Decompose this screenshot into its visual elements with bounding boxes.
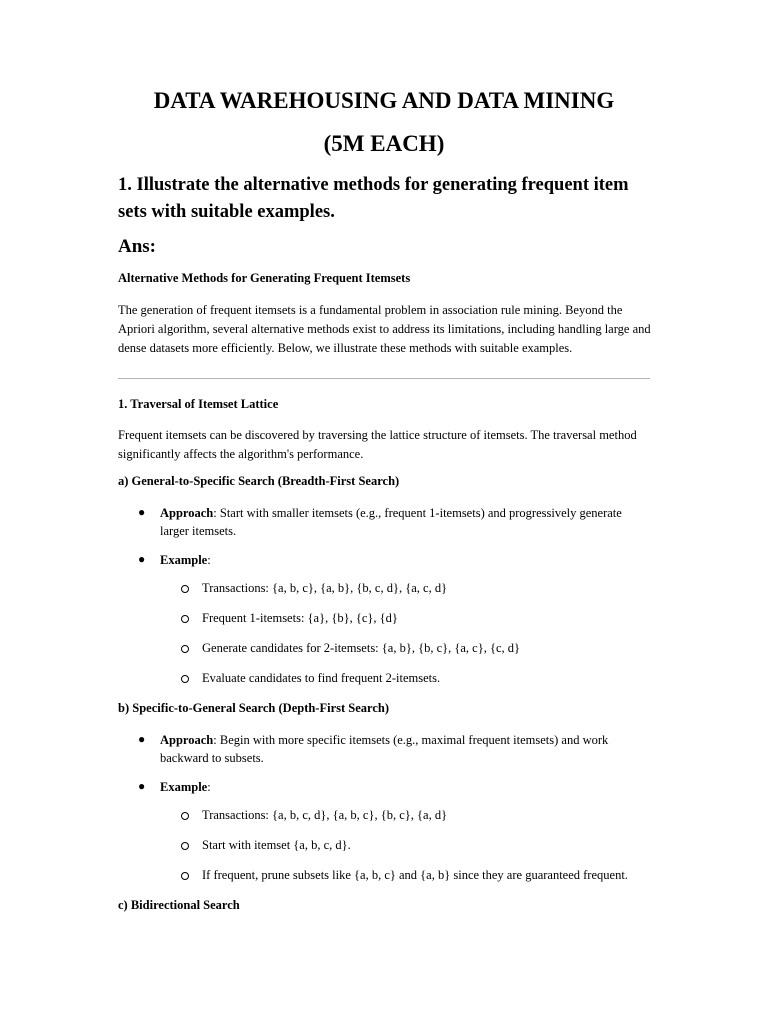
traversal-heading: 1. Traversal of Itemset Lattice <box>118 397 279 411</box>
example-item <box>160 778 650 796</box>
bullet-icon: ● <box>138 779 146 793</box>
approach-item <box>160 504 650 540</box>
horizontal-rule <box>118 378 650 379</box>
approach-item <box>160 731 650 767</box>
section-heading: Alternative Methods for Generating Frequent Itemsets <box>118 271 411 285</box>
example-label: Example <box>160 780 208 794</box>
doc-subtitle: (5M EACH) <box>323 131 445 156</box>
example-item <box>160 551 650 569</box>
circle-bullet-icon <box>181 615 189 623</box>
question-heading: 1. Illustrate the alternative methods for generating frequent item sets with suitable examples. <box>118 175 629 222</box>
circle-bullet-icon <box>181 812 189 820</box>
example-label: Example <box>160 553 208 567</box>
bullet-icon: ● <box>138 505 146 519</box>
approach-text: : Start with smaller itemsets (e.g., frequent 1-itemsets) and progressively generate larger itemsets. <box>160 506 622 538</box>
list-item: Evaluate candidates to find frequent 2-itemsets. <box>202 671 441 685</box>
subsection-c-heading: c) Bidirectional Search <box>118 898 240 912</box>
doc-title: DATA WAREHOUSING AND DATA MINING <box>153 88 615 113</box>
bullet-icon: ● <box>138 732 146 746</box>
subsection-a-heading: a) General-to-Specific Search (Breadth-First Search) <box>118 474 400 488</box>
circle-bullet-icon <box>181 645 189 653</box>
approach-label: Approach <box>160 506 214 520</box>
list-item: Start with itemset {a, b, c, d}. <box>202 838 351 852</box>
circle-bullet-icon <box>181 842 189 850</box>
list-item: Transactions: {a, b, c}, {a, b}, {b, c, d}, {a, c, d} <box>202 581 448 595</box>
list-item: If frequent, prune subsets like {a, b, c} and {a, b} since they are guaranteed frequent. <box>202 868 628 882</box>
bullet-icon: ● <box>138 552 146 566</box>
approach-text: : Begin with more specific itemsets (e.g., maximal frequent itemsets) and work backward to subsets. <box>160 733 609 765</box>
approach-label: Approach <box>160 733 214 747</box>
traversal-paragraph: Frequent itemsets can be discovered by traversing the lattice structure of itemsets. The traversal method significantly affects the algorithm's performance. <box>118 428 637 461</box>
circle-bullet-icon <box>181 585 189 593</box>
example-colon: : <box>207 553 211 567</box>
answer-label: Ans: <box>118 236 157 257</box>
circle-bullet-icon <box>181 675 189 683</box>
example-colon: : <box>207 780 211 794</box>
intro-paragraph: The generation of frequent itemsets is a fundamental problem in association rule mining. Beyond the Apriori algorithm, several alternative methods exist to address its limitations, including handling large and dense datasets more efficiently. Below, we illustrate these methods with suitable examples. <box>118 303 651 355</box>
list-item: Transactions: {a, b, c, d}, {a, b, c}, {b, c}, {a, d} <box>202 808 448 822</box>
list-item: Generate candidates for 2-itemsets: {a, b}, {b, c}, {a, c}, {c, d} <box>202 641 521 655</box>
circle-bullet-icon <box>181 872 189 880</box>
list-item: Frequent 1-itemsets: {a}, {b}, {c}, {d} <box>202 611 398 625</box>
subsection-b-heading: b) Specific-to-General Search (Depth-First Search) <box>118 701 390 715</box>
